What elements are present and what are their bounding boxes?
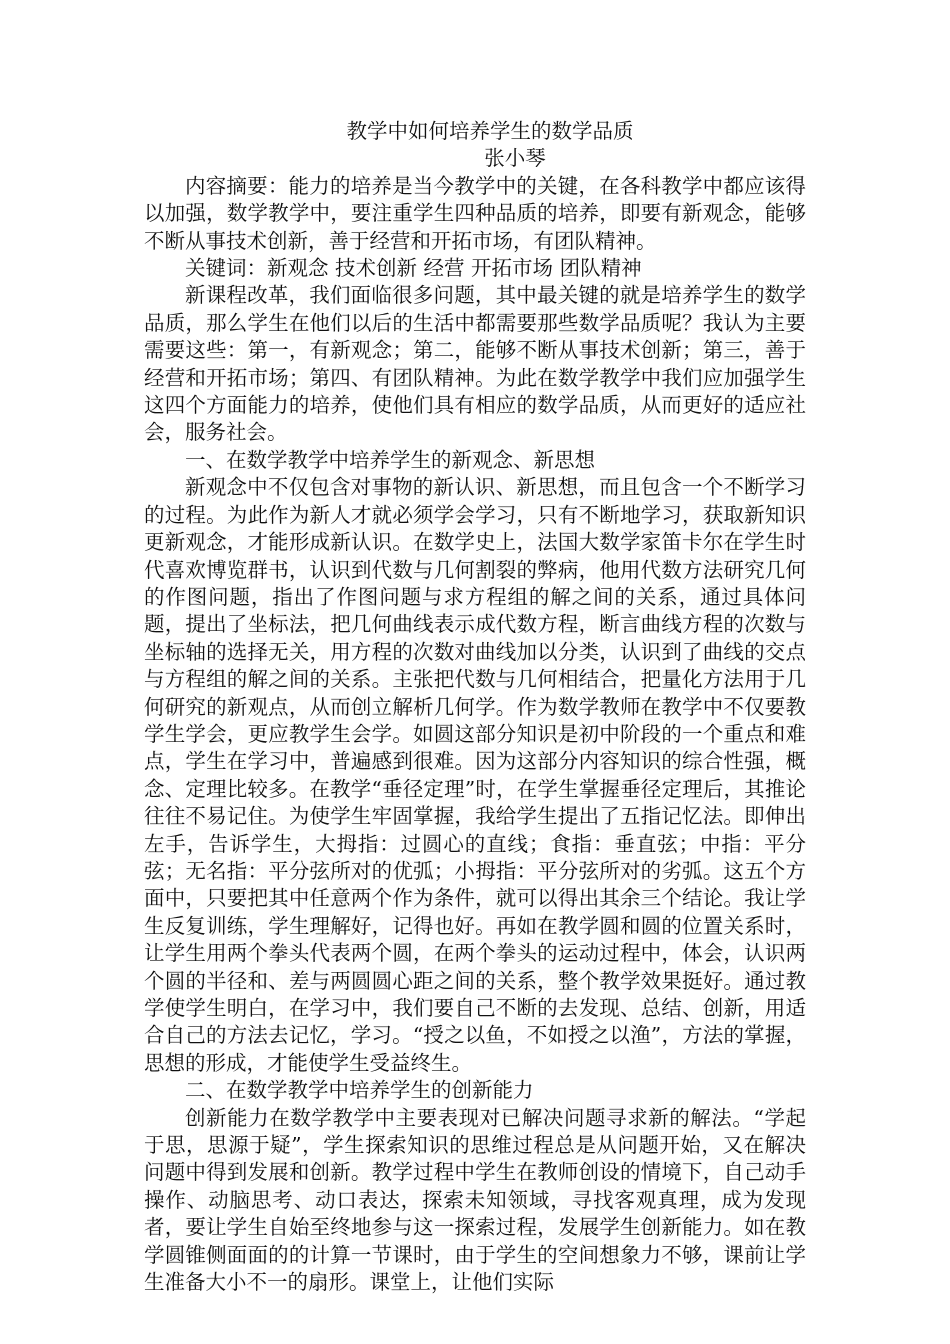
abstract-paragraph: 内容摘要：能力的培养是当今教学中的关键，在各科教学中都应该得以加强，数学教学中，要注重学生四种品质的培养，即要有新观念，能够不断从事技术创新，善于经营和开拓市场，有团队精神。 <box>144 173 806 253</box>
intro-paragraph: 新课程改革，我们面临很多问题，其中最关键的就是培养学生的数学品质，那么学生在他们以后的生活中都需要那些数学品质呢？我认为主要需要这些：第一，有新观念；第二，能够不断从事技术创新；第三，善于经营和开拓市场；第四、有团队精神。为此在数学教学中我们应加强学生这四个方面能力的培养，使他们具有相应的数学品质，从而更好的适应社会，服务社会。 <box>144 283 806 445</box>
section-heading-1: 一、在数学教学中培养学生的新观念、新思想 <box>185 447 595 472</box>
section-1-paragraph: 新观念中不仅包含对事物的新认识、新思想，而且包含一个不断学习的过程。为此作为新人才就必须学会学习，只有不断地学习，获取新知识更新观念，才能形成新认识。在数学史上，法国大数学家笛卡尔在学生时代喜欢博览群书，认识到代数与几何割裂的弊病，他用代数方法研究几何的作图问题，指出了作图问题与求方程组的解之间的关系，通过具体问题，提出了坐标法，把几何曲线表示成代数方程，断言曲线方程的次数与坐标轴的选择无关，用方程的次数对曲线加以分类，认识到了曲线的交点与方程组的解之间的关系。主张把代数与几何相结合，把量化方法用于几何研究的新观点，从而创立解析几何学。作为数学教师在教学中不仅要教学生学会，更应教学生会学。如圆这部分知识是初中阶段的一个重点和难点，学生在学习中，普遍感到很难。因为这部分内容知识的综合性强，概念、定理比较多。在教学“垂径定理”时，在学生掌握垂径定理后，其推论往往不易记住。为使学生牢固掌握，我给学生提出了五指记忆法。即伸出左手，告诉学生，大拇指：过圆心的直线；食指：垂直弦；中指：平分弦；无名指：平分弦所对的优弧；小拇指：平分弦所对的劣弧。这五个方面中，只要把其中任意两个作为条件，就可以得出其余三个结论。我让学生反复训练，学生理解好，记得也好。再如在教学圆和圆的位置关系时，让学生用两个拳头代表两个圆，在两个拳头的运动过程中，体会，认识两个圆的半径和、差与两圆圆心距之间的关系，整个教学效果挺好。通过教学使学生明白，在学习中，我们要自己不断的去发现、总结、创新，用适合自己的方法去记忆，学习。“授之以鱼，不如授之以渔”，方法的掌握，思想的形成，才能使学生受益终生。 <box>144 475 806 1075</box>
section-2-paragraph: 创新能力在数学教学中主要表现对已解决问题寻求新的解法。“学起于思，思源于疑”，学生探索知识的思维过程总是从问题开始，又在解决问题中得到发展和创新。教学过程中学生在教师创设的情境下，自己动手操作、动脑思考、动口表达，探索未知领域，寻找客观真理，成为发现者，要让学生自始至终地参与这一探索过程，发展学生创新能力。如在教学圆锥侧面面的的计算一节课时，由于学生的空间想象力不够，课前让学生准备大小不一的扇形。课堂上，让他们实际 <box>144 1105 806 1295</box>
section-heading-2: 二、在数学教学中培养学生的创新能力 <box>185 1078 534 1103</box>
keywords-paragraph: 关键词：新观念 技术创新 经营 开拓市场 团队精神 <box>185 256 642 281</box>
document-page <box>144 118 806 1296</box>
document-author: 张小琴 <box>484 146 546 171</box>
document-title: 教学中如何培养学生的数学品质 <box>346 119 634 143</box>
